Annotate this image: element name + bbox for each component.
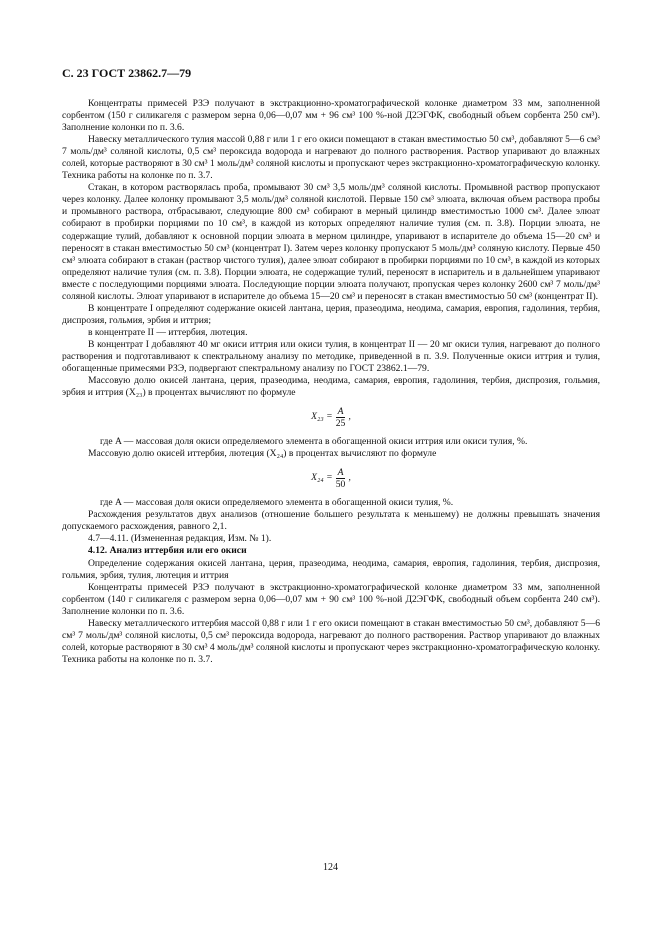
fraction-denominator: 50	[335, 478, 346, 490]
paragraph: Навеску металлического тулия массой 0,88 г или 1 г его окиси помещают в стакан вместимостью 50 см³, добавляют 5—6 см³ 7 моль/дм³ соляной кислоты, 0,5 см³ пероксида водорода и нагревают до полного растворения. Раствор упаривают до влажных солей, которые растворяют в 30 см³ 1 моль/дм³ соляной кислоты и пропускают через экстракционно-хроматографическую колонку. Техника работы на колонке по п. 3.7.	[62, 134, 600, 182]
where-clause: где A — массовая доля окиси определяемого элемента в обогащенной окиси иттрия или окиси тулия, %.	[100, 436, 528, 448]
paragraph: Стакан, в котором растворялась проба, промывают 30 см³ 3,5 моль/дм³ соляной кислоты. Промывной раствор пропускают через колонку. Далее колонку промывают 3,5 моль/дм³ соляной кислотой. Первые 150 см³ элюата, включая объем раствора пробы и промывного раствора, отбрасывают, следующие 800 см³ собирают в мерный цилиндр вместимостью 1000 см³. Далее элюат собирают в пробирки порциями по 10 см³, в каждой из которых определяют наличие тулия (см. п. 3.8). Порции элюата, не содержащие тулий, добавляют к основной порции элюата в мерном цилиндре, упаривают в испарителе до объема 15—20 см³ и переносят в стакан вместимостью 50 см³ (концентрат I). Затем через колонку пропускают 5 моль/дм³ соляную кислоту. Первые 450 см³ элюата собирают в стакан (раствор чистого тулия), далее элюат собирают в пробирки порциями по 10 см³, в каждой из которых определяют наличие тулия (см. п. 3.8). Порции элюата, не содержащие тулий, переносят в испаритель и в дальнейшем упаривают вместе с последующими порциями элюата. Последующие порции элюата получают, пропуская через колонку 2600 см³ 7 моль/дм³ соляной кислоты. Элюат упаривают в испарителе до объема 15—20 см³ и переносят в стакан вместимостью 50 см³ (концентрат II).	[62, 182, 600, 302]
paragraph: Расхождения результатов двух анализов (отношение большего результата к меньшему) не должны превышать значения допускаемого расхождения, равного 2,1.	[62, 509, 600, 533]
formula-tail: ,	[348, 411, 351, 423]
fraction	[336, 467, 346, 490]
fraction-numerator: A	[337, 405, 344, 417]
paragraph: Массовую долю окисей лантана, церия, празеодима, неодима, самария, европия, гадолиния, тербия, диспрозия, гольмия, эрбия и иттрия (X₂₃) в процентах вычисляют по формуле	[62, 375, 600, 399]
formula-lhs: X₂₄ =	[311, 472, 333, 484]
fraction-numerator: A	[337, 466, 344, 478]
paragraph: Определение содержания окисей лантана, церия, празеодима, неодима, самария, европия, гадолиния, тербия, диспрозия, гольмия, эрбия, тулия, лютеция и иттрия	[62, 557, 600, 581]
section-heading: 4.12. Анализ иттербия или его окиси	[88, 545, 247, 557]
page-header: С. 23 ГОСТ 23862.7—79	[62, 66, 192, 80]
paragraph: В концентрате I определяют содержание окисей лантана, церия, празеодима, неодима, самария, европия, гадолиния, тербия, диспрозия, гольмия, эрбия и иттрия;	[62, 302, 600, 326]
where-clause: где A — массовая доля окиси определяемого элемента в обогащенной окиси тулия, %.	[100, 497, 454, 509]
fraction	[336, 406, 346, 429]
paragraph: Концентраты примесей РЗЭ получают в экстракционно-хроматографической колонке диаметром 33 мм, заполненной сорбентом (150 г силикагеля с размером зерна 0,06—0,07 мм + 96 см³ 100 %-ной Д2ЭГФК, свободный объем сорбента 250 см³). Заполнение колонки по п. 3.6.	[62, 98, 600, 134]
formula-x23	[62, 404, 600, 430]
formula-lhs: X₂₃ =	[311, 411, 333, 423]
page-number: 124	[323, 862, 338, 873]
paragraph: В концентрат I добавляют 40 мг окиси иттрия или окиси тулия, в концентрат II — 20 мг окиси тулия, нагревают до полного растворения и подготавливают к спектральному анализу по методике, приведенной в п. 3.9. Полученные окиси иттрия и тулия, обогащенные примесями РЗЭ, подвергают спектральному анализу по ГОСТ 23862.1—79.	[62, 338, 600, 375]
formula-x24	[62, 465, 600, 491]
document-body	[62, 98, 600, 666]
paragraph: Навеску металлического иттербия массой 0,88 г или 1 г его окиси помещают в стакан вместимостью 50 см³, добавляют 5—6 см³ 7 моль/дм³ соляной кислоты, 0,5 см³ пероксида водорода, нагревают до полного растворения. Раствор упаривают до влажных солей, которые растворяют в 30 см³ 4 моль/дм³ соляной кислоты и пропускают через экстракционно-хроматографическую колонку. Техника работы на колонке по п. 3.7.	[62, 617, 600, 665]
paragraph: Концентраты примесей РЗЭ получают в экстракционно-хроматографической колонке диаметром 33 мм, заполненной сорбентом (140 г силикагеля с размером зерна 0,06—0,07 мм + 90 см³ 100 %-ной Д2ЭГФК, свободный объем сорбента 240 см³). Заполнение колонки по п. 3.6.	[62, 581, 600, 617]
edition-note: 4.7—4.11. (Измененная редакция, Изм. № 1).	[88, 533, 272, 545]
paragraph: Массовую долю окисей иттербия, лютеция (X₂₄) в процентах вычисляют по формуле	[88, 448, 437, 460]
paragraph: в концентрате II — иттербия, лютеция.	[88, 326, 248, 338]
fraction-denominator: 25	[335, 417, 346, 429]
formula-tail: ,	[348, 472, 351, 484]
